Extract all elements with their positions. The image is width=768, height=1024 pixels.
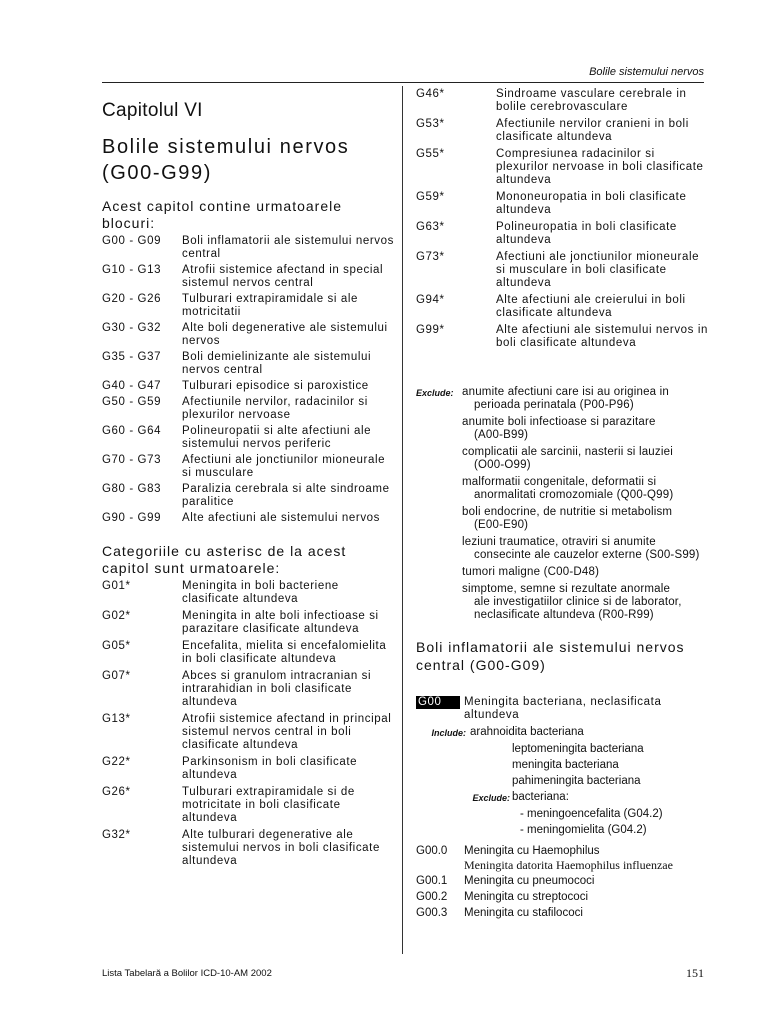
exclude-text-cont: perioada perinatala (P00-P96): [474, 399, 634, 411]
include-item: leptomeningita bacteriana: [512, 743, 644, 755]
block-desc: Boli inflamatorii ale sistemului nervos central: [182, 235, 394, 260]
subcode-desc: Meningita cu stafilococi: [464, 907, 583, 919]
exclude-text: simptome, semne si rezultate anormale: [462, 583, 671, 595]
asterisk-desc: Alte afectiuni ale sistemului nervos in boli clasificate altundeva: [496, 324, 708, 349]
column-divider: [402, 86, 403, 954]
block-code: G90 - G99: [102, 512, 162, 524]
asterisk-desc: Meningita in alte boli infectioase si parazitare clasificate altundeva: [182, 610, 379, 635]
asterisk-code: G22*: [102, 756, 131, 768]
exclude-text-cont: (E00-E90): [474, 519, 529, 531]
asterisk-row: [102, 670, 394, 709]
include-tag: Include:: [431, 728, 466, 738]
block-desc: Tulburari episodice si paroxistice: [182, 380, 369, 392]
block-code: G70 - G73: [102, 454, 162, 466]
asterisk-code: G07*: [102, 670, 131, 682]
asterisk-row: [416, 118, 708, 144]
right-column: [416, 88, 708, 920]
block-desc: Polineuropatii si alte afectiuni ale sistemului nervos periferic: [182, 425, 372, 450]
asterisk-code: G63*: [416, 221, 445, 233]
asterisk-code: G99*: [416, 324, 445, 336]
exclude-text: complicatii ale sarcinii, nasterii si lauziei: [462, 446, 673, 458]
g00-subcodes: [416, 844, 708, 920]
asterisk-code: G05*: [102, 640, 131, 652]
exclude-text: anumite afectiuni care isi au originea in: [462, 386, 670, 398]
asterisk-list-left: [102, 580, 394, 868]
block-row: [102, 293, 394, 319]
subcode-row: [416, 874, 708, 888]
asterisk-desc: Afectiuni ale jonctiunilor mioneurale si musculare in boli clasificate altundeva: [496, 251, 700, 289]
asterisk-code: G32*: [102, 829, 131, 841]
exclude-item: [416, 566, 708, 579]
exclude-item: [416, 416, 708, 442]
asterisk-desc: Alte tulburari degenerative ale sistemului nervos in boli clasificate altundeva: [182, 829, 380, 867]
subcode-row: [416, 844, 708, 858]
asterisk-row: [102, 640, 394, 666]
asterisk-desc: Alte afectiuni ale creierului in boli clasificate altundeva: [496, 294, 686, 319]
exclude-text-cont: (A00-B99): [474, 429, 529, 441]
subcode-code: G00.1: [416, 875, 448, 887]
block-desc: Atrofii sistemice afectand in special sistemul nervos central: [182, 264, 384, 289]
asterisk-desc: Encefalita, mielita si encefalomielita in boli clasificate altundeva: [182, 640, 387, 665]
asterisk-row: [416, 294, 708, 320]
chapter-label: Capitolul VI: [102, 100, 203, 121]
block-row: [102, 512, 394, 525]
exclude-item: - meningomielita (G04.2): [520, 824, 647, 836]
exclude-text: leziuni traumatice, otraviri si anumite: [462, 536, 656, 548]
block-code: G10 - G13: [102, 264, 162, 276]
g00-includes: [416, 724, 708, 838]
asterisk-row: [416, 324, 708, 350]
subcode-code: G00.3: [416, 907, 448, 919]
asterisk-code: G46*: [416, 88, 445, 100]
asterisk-code: G02*: [102, 610, 131, 622]
block-row: [102, 351, 394, 377]
asterisk-row: [416, 191, 708, 217]
exclude-item: [416, 476, 708, 502]
exclude-item: [416, 536, 708, 562]
subcode-row: [416, 906, 708, 920]
block-row: [102, 264, 394, 290]
asterisk-row: [102, 786, 394, 825]
block-code: G00 - G09: [102, 235, 162, 247]
section-heading: Boli inflamatorii ale sistemului nervos central (G00-G09): [416, 639, 685, 673]
left-column: [102, 88, 394, 872]
g00-code: G00: [416, 696, 460, 709]
asterisk-code: G01*: [102, 580, 131, 592]
exclude-item: [416, 386, 708, 412]
asterisk-desc: Afectiunile nervilor cranieni in boli clasificate altundeva: [496, 118, 689, 143]
block-desc: Tulburari extrapiramidale si ale motricitatii: [182, 293, 359, 318]
asterisk-code: G55*: [416, 148, 445, 160]
block-desc: Alte boli degenerative ale sistemului nervos: [182, 322, 388, 347]
exclude-item: [416, 583, 708, 622]
block-row: [102, 454, 394, 480]
block-row: [102, 380, 394, 393]
asterisk-row: [102, 610, 394, 636]
block-desc: Afectiunile nervilor, radacinilor si plexurilor nervoase: [182, 396, 368, 421]
block-desc: Paralizia cerebrala si alte sindroame paralitice: [182, 483, 390, 508]
exclude-tag: Exclude:: [472, 793, 510, 803]
page-number: 151: [686, 966, 704, 980]
asterisk-code: G53*: [416, 118, 445, 130]
asterisk-desc: Tulburari extrapiramidale si de motricitate in boli clasificate altundeva: [182, 786, 355, 824]
exclude-item: - meningoencefalita (G04.2): [520, 808, 663, 820]
block-desc: Afectiuni ale jonctiunilor mioneurale si musculare: [182, 454, 386, 479]
asterisk-code: G26*: [102, 786, 131, 798]
block-desc: Alte afectiuni ale sistemului nervos: [182, 512, 381, 524]
asterisk-row: [102, 756, 394, 782]
chapter-title-line2: (G00-G99): [102, 162, 212, 184]
exclude-text-cont: (O00-O99): [474, 459, 531, 471]
include-text: arahnoidita bacteriana: [470, 726, 584, 738]
asterisk-desc: Abces si granulom intracranian si intrarahidian in boli clasificate altundeva: [182, 670, 372, 708]
chapter-title-line1: Bolile sistemului nervos: [102, 136, 350, 158]
asterisk-code: G73*: [416, 251, 445, 263]
asterisk-code: G94*: [416, 294, 445, 306]
asterisk-desc: Mononeuropatia in boli clasificate altundeva: [496, 191, 687, 216]
subcode-desc: Meningita cu Haemophilus: [464, 845, 600, 857]
asterisk-heading: Categoriile cu asterisc de la acest capitol sunt urmatoarele:: [102, 543, 347, 576]
g00-entry: [416, 696, 708, 722]
running-title: Bolile sistemului nervos: [589, 66, 704, 78]
subcode-code: G00.2: [416, 891, 448, 903]
include-item: meningita bacteriana: [512, 759, 619, 771]
asterisk-desc: Parkinsonism in boli clasificate altundeva: [182, 756, 358, 781]
chapter-title: [102, 134, 394, 186]
block-desc: Boli demielinizante ale sistemului nervos central: [182, 351, 372, 376]
exclude-text: tumori maligne (C00-D48): [462, 566, 600, 578]
asterisk-row: [102, 829, 394, 868]
asterisk-desc: Sindroame vasculare cerebrale in bolile cerebrovasculare: [496, 88, 687, 113]
exclude-text: boli endocrine, de nutritie si metabolism: [462, 506, 673, 518]
include-item: pahimeningita bacteriana: [512, 775, 641, 787]
block-code: G20 - G26: [102, 293, 162, 305]
exclude-text: anumite boli infectioase si parazitare: [462, 416, 656, 428]
block-code: G35 - G37: [102, 351, 162, 363]
asterisk-row: [416, 251, 708, 290]
subcode-code: G00.0: [416, 845, 448, 857]
block-code: G30 - G32: [102, 322, 162, 334]
asterisk-list-right: [416, 88, 708, 350]
asterisk-row: [416, 221, 708, 247]
asterisk-desc: Atrofii sistemice afectand in principal sistemul nervos central in boli clasificate altundeva: [182, 713, 392, 751]
chapter-excludes: [416, 386, 708, 622]
asterisk-row: [102, 580, 394, 606]
block-code: G60 - G64: [102, 425, 162, 437]
block-row: [102, 396, 394, 422]
exclude-text: malformatii congenitale, deformatii si: [462, 476, 657, 488]
exclude-item: [416, 446, 708, 472]
block-row: [102, 322, 394, 348]
exclude-tag: Exclude:: [416, 388, 454, 398]
page-header: [102, 64, 704, 83]
block-code: G50 - G59: [102, 396, 162, 408]
asterisk-code: G13*: [102, 713, 131, 725]
block-code: G40 - G47: [102, 380, 162, 392]
block-row: [102, 425, 394, 451]
g00-exclude: [416, 789, 708, 806]
exclude-head: bacteriana:: [512, 791, 569, 803]
exclude-text-cont: consecinte ale cauzelor externe (S00-S99): [474, 549, 700, 561]
asterisk-row: [416, 88, 708, 114]
asterisk-desc: Compresiunea radacinilor si plexurilor nervoase in boli clasificate altundeva: [496, 148, 704, 186]
exclude-text-cont: anormalitati cromozomiale (Q00-Q99): [474, 489, 674, 501]
subcode-desc: Meningita cu pneumococi: [464, 875, 595, 887]
asterisk-desc: Polineuropatia in boli clasificate altundeva: [496, 221, 677, 246]
block-row: [102, 483, 394, 509]
blocks-heading: Acest capitol contine urmatoarele blocuri:: [102, 198, 342, 231]
footer-title: Lista Tabelară a Bolilor ICD-10-AM 2002: [102, 968, 272, 979]
exclude-text-cont: ale investigatiilor clinice si de laborator, neclasificate altundeva (R00-R99): [474, 596, 682, 621]
subcode-row: [416, 890, 708, 904]
asterisk-desc: Meningita in boli bacteriene clasificate altundeva: [182, 580, 339, 605]
asterisk-code: G59*: [416, 191, 445, 203]
blocks-list: [102, 235, 394, 525]
asterisk-row: [416, 148, 708, 187]
g00-desc: Meningita bacteriana, neclasificata altundeva: [464, 696, 662, 721]
include-item: [416, 724, 708, 741]
subcode-desc: Meningita cu streptococi: [464, 891, 589, 903]
asterisk-row: [102, 713, 394, 752]
block-code: G80 - G83: [102, 483, 162, 495]
block-row: [102, 235, 394, 261]
exclude-item: [416, 506, 708, 532]
subcode-note: Meningita datorita Haemophilus influenzae: [464, 858, 673, 872]
